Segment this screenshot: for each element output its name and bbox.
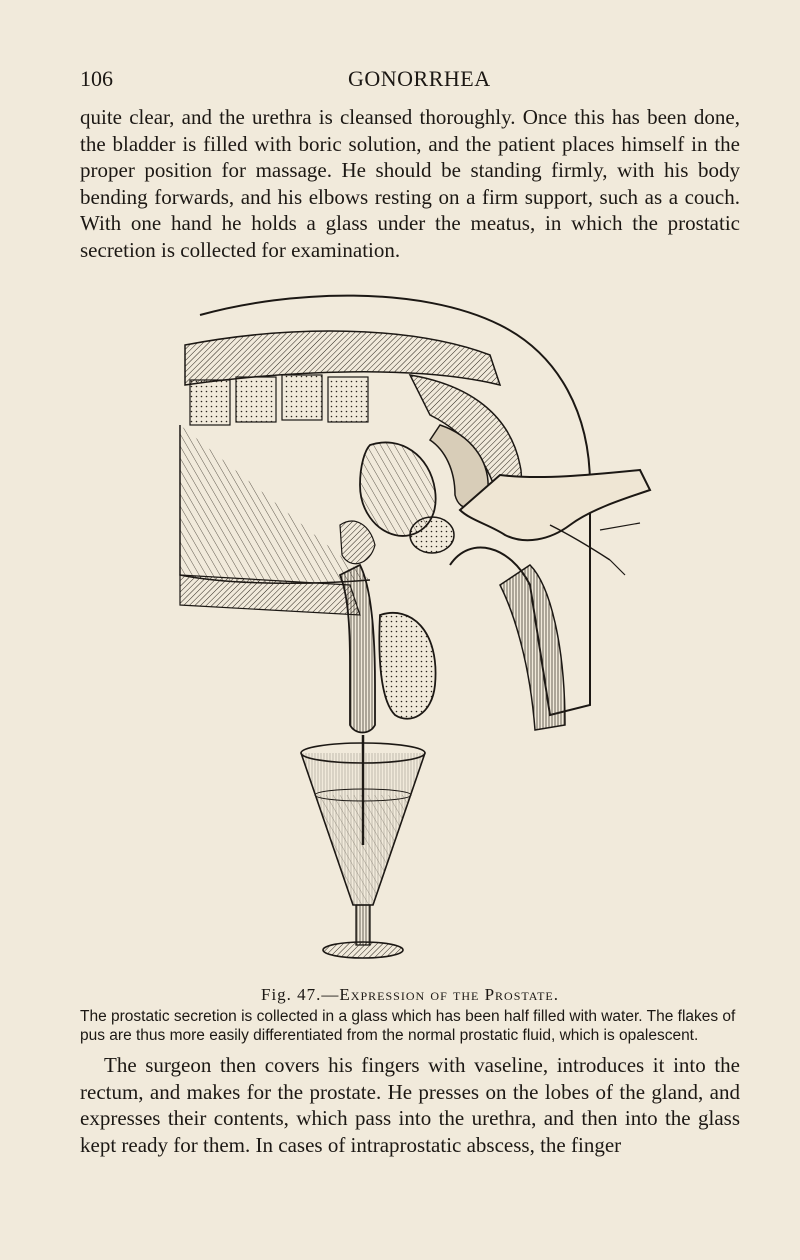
page-number: 106 <box>80 66 113 91</box>
scrotum <box>379 613 435 719</box>
thigh <box>500 565 565 730</box>
penis <box>340 565 375 733</box>
figure-title: Fig. 47.—Expression of the Prostate. <box>260 985 559 1004</box>
collecting-glass <box>301 743 425 958</box>
figure-caption: The prostatic secretion is collected in a glass which has been half filled with water. The flakes of pus are thus more easily differentiated from the normal prostatic fluid, which is opalescent. <box>80 1008 736 1044</box>
pubic-bone <box>340 521 375 564</box>
running-header <box>80 66 740 90</box>
body-paragraph-top: quite clear, and the urethra is cleansed thoroughly. Once this has been done, the bladder is filled with boric solution, and the patient places himself in the proper position for massage. He should be standing firmly, with his body bending forwards, and his elbows resting on a firm support, such as a couch. With one hand he holds a glass under the meatus, in which the prostatic secretion is collected for examination. <box>80 105 740 262</box>
figure-label: Fig. 47. <box>260 985 322 1004</box>
prostate <box>410 517 454 553</box>
body-paragraph-bottom: The surgeon then covers his fingers with vaseline, introduces it into the rectum, and makes for the prostate. He presses on the lobes of the gland, and expresses their contents, which pass into the urethra, and then into the glass kept ready for them. In cases of intraprostatic abscess, the finger <box>80 1053 740 1157</box>
vertebrae <box>190 375 368 425</box>
figure-illustration <box>170 285 670 985</box>
figure-heading: Expression of the Prostate. <box>339 985 559 1004</box>
running-title: GONORRHEA <box>348 66 491 91</box>
